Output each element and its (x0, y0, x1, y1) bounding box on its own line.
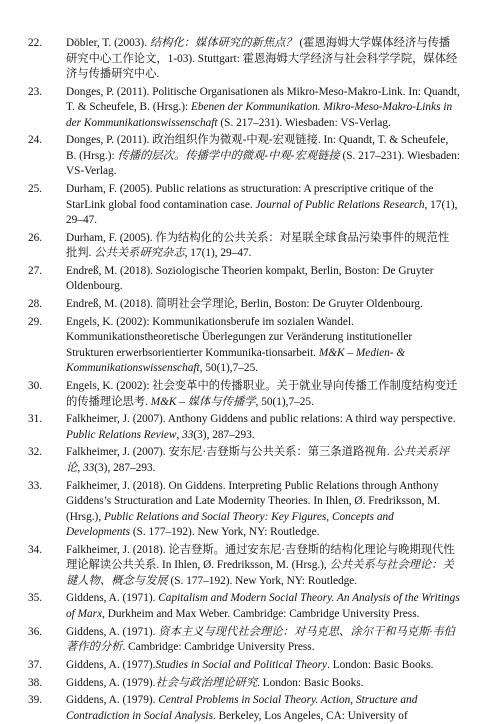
reference-text-segment: . Cambridge: Cambridge University Press. (122, 641, 315, 654)
reference-text-segment: Döbler, T. (2003). (66, 37, 150, 49)
reference-text (66, 298, 423, 310)
reference-text-segment: Donges, P. (2011). Politische Organisationen als Mikro-Meso-Makro-Link. In: Quandt, T. & Scheufele, B. (Hrsg.): (66, 85, 460, 114)
reference-entry (28, 133, 460, 180)
reference-number: 37. (28, 658, 43, 671)
reference-title-italic: 33 (82, 461, 95, 474)
reference-text-segment: (S. 217–231). Wiesbaden: VS-Verlag. (217, 116, 391, 129)
reference-list (28, 36, 460, 724)
reference-text-segment: Giddens, A. (1979). (66, 694, 159, 707)
reference-number: 28. (28, 298, 43, 311)
reference-text-segment: , 50(1),7–25. (255, 395, 314, 408)
reference-number: 23. (28, 85, 43, 98)
reference-title-italic: 社会与政治理论研究 (155, 676, 258, 689)
reference-number: 35. (28, 592, 43, 605)
reference-number: 30. (28, 380, 43, 392)
reference-text (66, 446, 449, 474)
reference-text-segment: (S. 217–231). Wiesbaden: VS-Verlag. (66, 149, 460, 178)
reference-text-segment: , 50(1),7–25. (199, 362, 259, 375)
reference-title-italic: 公共关系研究杂志 (94, 247, 185, 260)
reference-text (66, 134, 460, 177)
reference-title-italic: 33 (182, 428, 194, 441)
reference-entry (28, 676, 460, 692)
reference-title-italic: M&K – 媒体与传播学 (150, 395, 256, 408)
reference-title-italic: 公共关系评论 (66, 446, 450, 474)
reference-text (66, 183, 457, 226)
reference-entry (28, 591, 460, 622)
reference-text (66, 626, 455, 654)
reference-entry (28, 658, 460, 674)
reference-title-italic: 公共关系与社会理论：关键人物、概念与发展 (66, 559, 454, 587)
reference-entry (28, 264, 460, 295)
reference-text-segment: Endreß, M. (2018). 简明社会学理论, Berlin, Boston: De Gruyter Oldenbourg. (66, 298, 423, 311)
reference-number: 24. (28, 134, 43, 147)
reference-entry (28, 625, 460, 656)
reference-title-italic: 结构化：媒体研究的新焦点？ (149, 37, 297, 49)
reference-text (66, 592, 460, 620)
reference-text-segment: (3), 287–293. (94, 461, 156, 474)
reference-text-segment: (S. 177–192). New York, NY: Routledge. (167, 574, 358, 587)
reference-title-italic: Journal of Public Relations Research (255, 198, 425, 211)
reference-text (66, 480, 440, 539)
reference-title-italic: 资本主义与现代社会理论：对马克思、涂尔干和马克斯·韦伯著作的分析 (66, 625, 455, 654)
reference-number: 25. (28, 183, 43, 196)
reference-title-italic: Central Problems in Social Theory. Action, Structure and Contradiction in Social Analysis (66, 694, 418, 722)
reference-text-segment: Engels, K. (2002): 社会变革中的传播职业。关于就业导向传播工作制度结构变迁的传播理论思考. (66, 380, 458, 408)
reference-text-segment: . London: Basic Books. (327, 658, 434, 671)
reference-entry (28, 85, 460, 132)
reference-text-segment: , Durkheim and Max Weber. Cambridge: Cambridge University Press. (102, 607, 420, 620)
reference-text-segment: Giddens, A. (1979). (66, 676, 156, 689)
reference-number: 38. (28, 676, 43, 689)
reference-text (66, 86, 460, 129)
reference-text (66, 659, 433, 671)
reference-text (66, 37, 457, 80)
reference-text (66, 694, 417, 722)
reference-text-segment: Donges, P. (2011). 政治组织作为微观-中观-宏观链接. In: Quandt, T. & Scheufele, B. (Hrsg.): (66, 134, 449, 162)
reference-entry (28, 445, 460, 476)
reference-text-segment: , (77, 461, 83, 474)
reference-text-segment: Falkheimer, J. (2007). Anthony Giddens and public relations: A third way perspective. (66, 413, 456, 426)
reference-entry (28, 543, 460, 590)
reference-text-segment: Durham, F. (2005). Public relations as structuration: A prescriptive critique of the StarLink global food contamination case. (66, 183, 434, 211)
reference-text (66, 544, 455, 587)
reference-title-italic: M&K – Medien- & Kommunikationswissenschaft (66, 346, 406, 375)
reference-number: 29. (28, 315, 43, 328)
reference-entry (28, 182, 460, 229)
reference-text-segment: (3), 287–293. (193, 428, 255, 441)
reference-title-italic: Public Relations Review (66, 428, 177, 441)
reference-text-segment: Engels, K. (2002): Kommunikationsberufe im sozialen Wandel. Kommunikationstheoretische Überlegungen zur Veränderung institutioneller Strukturen erwerbsorientierter Kommunika-tionsarbeit. (66, 315, 413, 359)
reference-number: 39. (28, 694, 43, 707)
reference-entry (28, 297, 460, 313)
reference-text-segment: Giddens, A. (1971). (66, 625, 159, 638)
reference-title-italic: Studies in Social and Political Theory (155, 658, 328, 671)
reference-number: 36. (28, 625, 43, 638)
reference-text-segment: Giddens, A. (1977). (66, 658, 156, 671)
reference-text-segment: , (176, 428, 183, 441)
reference-text-segment: Giddens, A. (1971). (66, 592, 159, 605)
reference-text-segment: Durham, F. (2005). 作为结构化的公共关系：对星联全球食品污染事件的规范性批判. (66, 231, 450, 260)
reference-entry (28, 479, 460, 541)
reference-text-segment: Endreß, M. (2018). Soziologische Theorien kompakt, Berlin, Boston: De Gruyter Oldenbourg. (66, 264, 434, 293)
reference-entry (28, 693, 460, 724)
reference-number: 31. (28, 413, 43, 426)
reference-title-italic: Ebenen der Kommunikation. Mikro-Meso-Makro-Links in der Kommunikationswissenschaft (66, 101, 453, 129)
reference-title-italic: Public Relations and Social Theory: Key Figures, Concepts and Developments (66, 510, 394, 539)
reference-text (66, 413, 456, 441)
reference-text-segment: Falkheimer, J. (2018). On Giddens. Interpreting Public Relations through Anthony Giddens’s Structuration and Late Modernity Theories. In Ihlen, Ø. Fredriksson, M. (Hrsg.), (66, 479, 441, 523)
reference-text-segment: Falkheimer, J. (2018). 论吉登斯。通过安东尼·吉登斯的结构化理论与晚期现代性理论解读公共关系. In Ihlen, Ø. Fredriksson, M. (Hrsg.), (66, 543, 455, 572)
reference-text-segment: Falkheimer, J. (2007). 安东尼·吉登斯与公共关系：第三条道路视角. (66, 446, 393, 459)
reference-title-italic: 传播的层次。传播学中的微观-中观-宏观链接 (117, 149, 340, 162)
reference-text (66, 380, 457, 408)
reference-number: 33. (28, 479, 43, 492)
reference-text (66, 265, 434, 293)
reference-text-segment: , 17(1), 29–47. (66, 198, 458, 227)
reference-entry (28, 231, 460, 262)
reference-entry (28, 412, 460, 443)
reference-number: 32. (28, 446, 43, 459)
reference-text-segment: (S. 177–192). New York, NY: Routledge. (130, 526, 320, 539)
reference-title-italic: Capitalism and Modern Social Theory. An Analysis of the Writings of Marx (66, 592, 460, 620)
reference-entry (28, 36, 460, 83)
reference-text-segment: , 17(1), 29–47. (184, 247, 252, 260)
reference-text (66, 677, 364, 689)
reference-entry (28, 379, 460, 410)
reference-number: 22. (28, 37, 43, 49)
reference-text-segment: . Berkeley, Los Angeles, CA: University of (212, 709, 408, 722)
reference-text (66, 316, 412, 375)
reference-text-segment: . London: Basic Books. (257, 676, 364, 689)
reference-number: 27. (28, 264, 43, 277)
reference-text (66, 232, 449, 260)
reference-number: 34. (28, 543, 43, 556)
reference-entry (28, 315, 460, 377)
reference-text-segment: (霍恩海姆大学媒体经济与传播研究中心工作论文，1-03). Stuttgart: 霍恩海姆大学经济与社会科学学院，媒体经济与传播研究中心. (66, 37, 458, 80)
reference-number: 26. (28, 231, 43, 244)
